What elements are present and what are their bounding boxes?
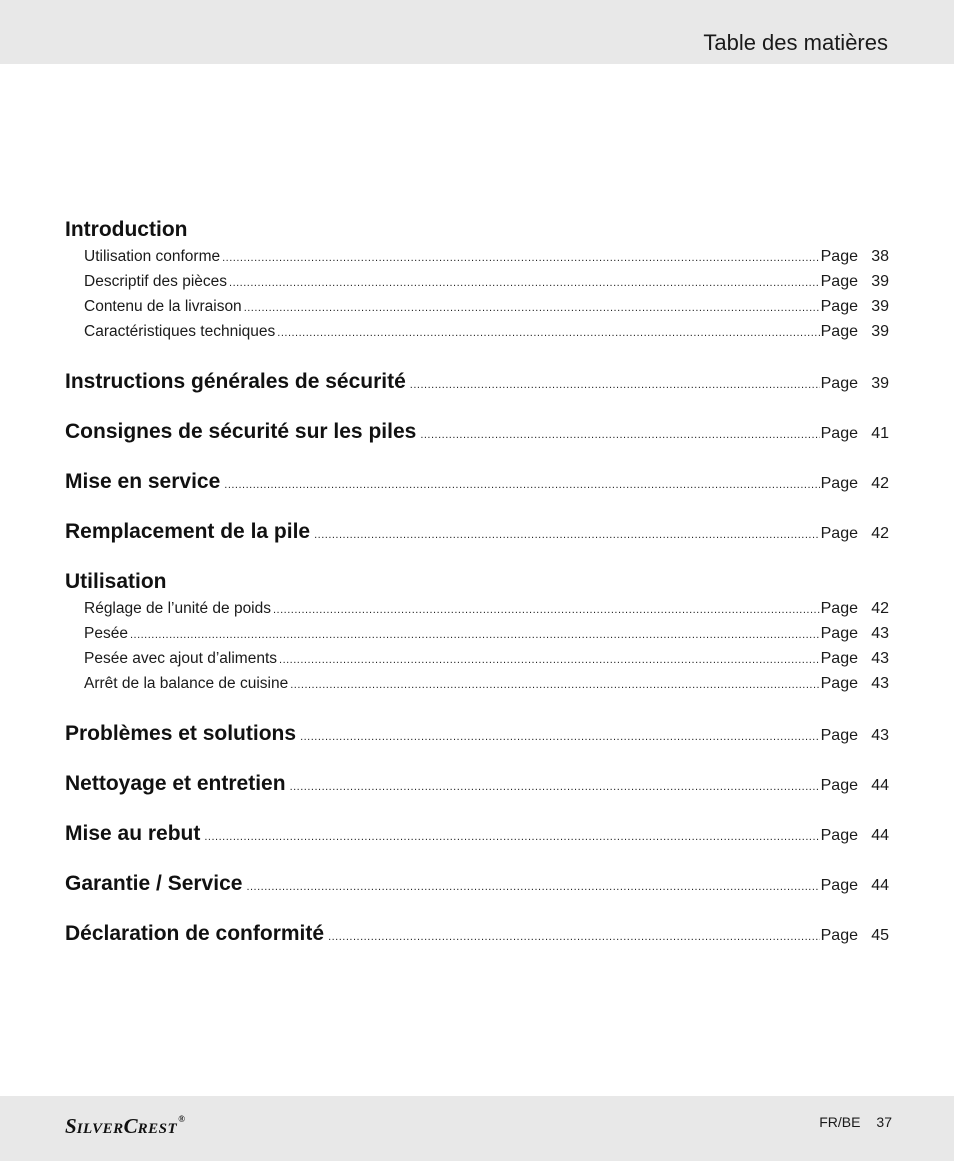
- toc-section-title: Utilisation: [65, 570, 167, 593]
- toc-entry[interactable]: [84, 244, 889, 269]
- dot-leader: [420, 421, 819, 449]
- page-reference: Page 45: [821, 922, 889, 950]
- toc-section-title: Introduction: [65, 218, 188, 241]
- page-header: [0, 0, 954, 64]
- locale-code: FR/BE: [819, 1114, 861, 1130]
- page-number: 43: [871, 675, 889, 692]
- toc-section-entry[interactable]: [65, 720, 889, 748]
- table-of-contents: [65, 216, 889, 970]
- toc-section-title: Nettoyage et entretien: [65, 772, 286, 795]
- toc-section-title: Problèmes et solutions: [65, 722, 297, 745]
- toc-section-title: Déclaration de conformité: [65, 922, 325, 945]
- toc-entry[interactable]: [84, 671, 889, 696]
- toc-section-entry[interactable]: [65, 820, 889, 848]
- page-reference: Page 43: [821, 722, 889, 750]
- page-reference: Page 39: [821, 370, 889, 398]
- page-number: 39: [871, 323, 889, 340]
- silvercrest-logo: SILVERCREST®: [65, 1114, 185, 1138]
- page-number: 45: [871, 927, 889, 944]
- toc-section-entry[interactable]: [65, 418, 889, 446]
- toc-entry[interactable]: [84, 621, 889, 646]
- page-reference: Page 41: [821, 420, 889, 448]
- page-number: 38: [871, 248, 889, 265]
- toc-section-title: Remplacement de la pile: [65, 520, 311, 543]
- toc-section: [65, 468, 889, 496]
- toc-section-utilisation: [65, 568, 889, 696]
- toc-section-entry[interactable]: [65, 920, 889, 948]
- toc-sub-list: [65, 244, 889, 344]
- toc-section-title: Consignes de sécurité sur les piles: [65, 420, 417, 443]
- toc-section-entry[interactable]: [65, 770, 889, 798]
- page-reference: Page 43: [821, 671, 889, 696]
- toc-section-title: Garantie / Service: [65, 872, 243, 895]
- page-number: 42: [871, 525, 889, 542]
- dot-leader: [273, 598, 820, 623]
- toc-entry[interactable]: [84, 646, 889, 671]
- page-number: 41: [871, 425, 889, 442]
- toc-section: [65, 368, 889, 396]
- toc-entry-label: Réglage de l’unité de poids: [84, 600, 271, 617]
- dot-leader: [279, 648, 820, 673]
- page-reference: Page 39: [821, 269, 889, 294]
- page-number: 39: [871, 375, 889, 392]
- toc-section-introduction: [65, 216, 889, 344]
- toc-entry-label: Pesée avec ajout d’aliments: [84, 650, 278, 667]
- dot-leader: [224, 471, 819, 499]
- page-number: 43: [871, 727, 889, 744]
- page-reference: Page 38: [821, 244, 889, 269]
- toc-section: [65, 418, 889, 446]
- page-reference: Page 42: [821, 520, 889, 548]
- toc-section-entry[interactable]: [65, 468, 889, 496]
- dot-leader: [290, 773, 820, 801]
- dot-leader: [244, 296, 820, 321]
- page-number: 42: [871, 600, 889, 617]
- dot-leader: [246, 873, 819, 901]
- dot-leader: [314, 521, 820, 549]
- dot-leader: [204, 823, 819, 851]
- toc-entry[interactable]: [84, 319, 889, 344]
- toc-section: [65, 518, 889, 546]
- page-number: 43: [871, 650, 889, 667]
- page-reference: Page 43: [821, 646, 889, 671]
- page-reference: Page 43: [821, 621, 889, 646]
- page-number: 42: [871, 475, 889, 492]
- page-number: 39: [871, 298, 889, 315]
- toc-section-entry[interactable]: [65, 368, 889, 396]
- page-number: 39: [871, 273, 889, 290]
- toc-entry-label: Utilisation conforme: [84, 248, 221, 265]
- page-reference: Page 44: [821, 872, 889, 900]
- page-reference: Page 42: [821, 596, 889, 621]
- toc-section-entry[interactable]: [65, 870, 889, 898]
- dot-leader: [277, 321, 819, 346]
- toc-entry[interactable]: [84, 294, 889, 319]
- toc-section-title: Mise en service: [65, 470, 221, 493]
- toc-entry-label: Pesée: [84, 625, 128, 642]
- page-number: 43: [871, 625, 889, 642]
- dot-leader: [130, 623, 820, 648]
- toc-entry[interactable]: [84, 596, 889, 621]
- dot-leader: [222, 246, 820, 271]
- dot-leader: [229, 271, 820, 296]
- dot-leader: [328, 923, 820, 951]
- toc-entry-label: Descriptif des pièces: [84, 273, 228, 290]
- footer-meta: [819, 1114, 892, 1130]
- page-reference: Page 44: [821, 822, 889, 850]
- toc-section-title: Mise au rebut: [65, 822, 201, 845]
- toc-section: [65, 920, 889, 948]
- page-number: 44: [871, 877, 889, 894]
- page-number: 44: [871, 827, 889, 844]
- toc-section: [65, 770, 889, 798]
- toc-sub-list: [65, 596, 889, 696]
- footer-page-number: 37: [876, 1114, 892, 1130]
- toc-section-title: Instructions générales de sécurité: [65, 370, 406, 393]
- toc-entry-label: Contenu de la livraison: [84, 298, 242, 315]
- page-reference: Page 44: [821, 772, 889, 800]
- toc-section: [65, 870, 889, 898]
- page-number: 44: [871, 777, 889, 794]
- dot-leader: [300, 723, 820, 751]
- toc-entry-label: Caractéristiques techniques: [84, 323, 276, 340]
- dot-leader: [290, 673, 819, 698]
- toc-section: [65, 820, 889, 848]
- page-footer: [0, 1096, 954, 1161]
- page-reference: Page 39: [821, 294, 889, 319]
- dot-leader: [410, 371, 820, 399]
- toc-entry-label: Arrêt de la balance de cuisine: [84, 675, 289, 692]
- page-reference: Page 42: [821, 470, 889, 498]
- toc-section: [65, 720, 889, 748]
- page-title: Table des matières: [703, 30, 888, 55]
- page-reference: Page 39: [821, 319, 889, 344]
- toc-entry[interactable]: [84, 269, 889, 294]
- toc-section-entry[interactable]: [65, 518, 889, 546]
